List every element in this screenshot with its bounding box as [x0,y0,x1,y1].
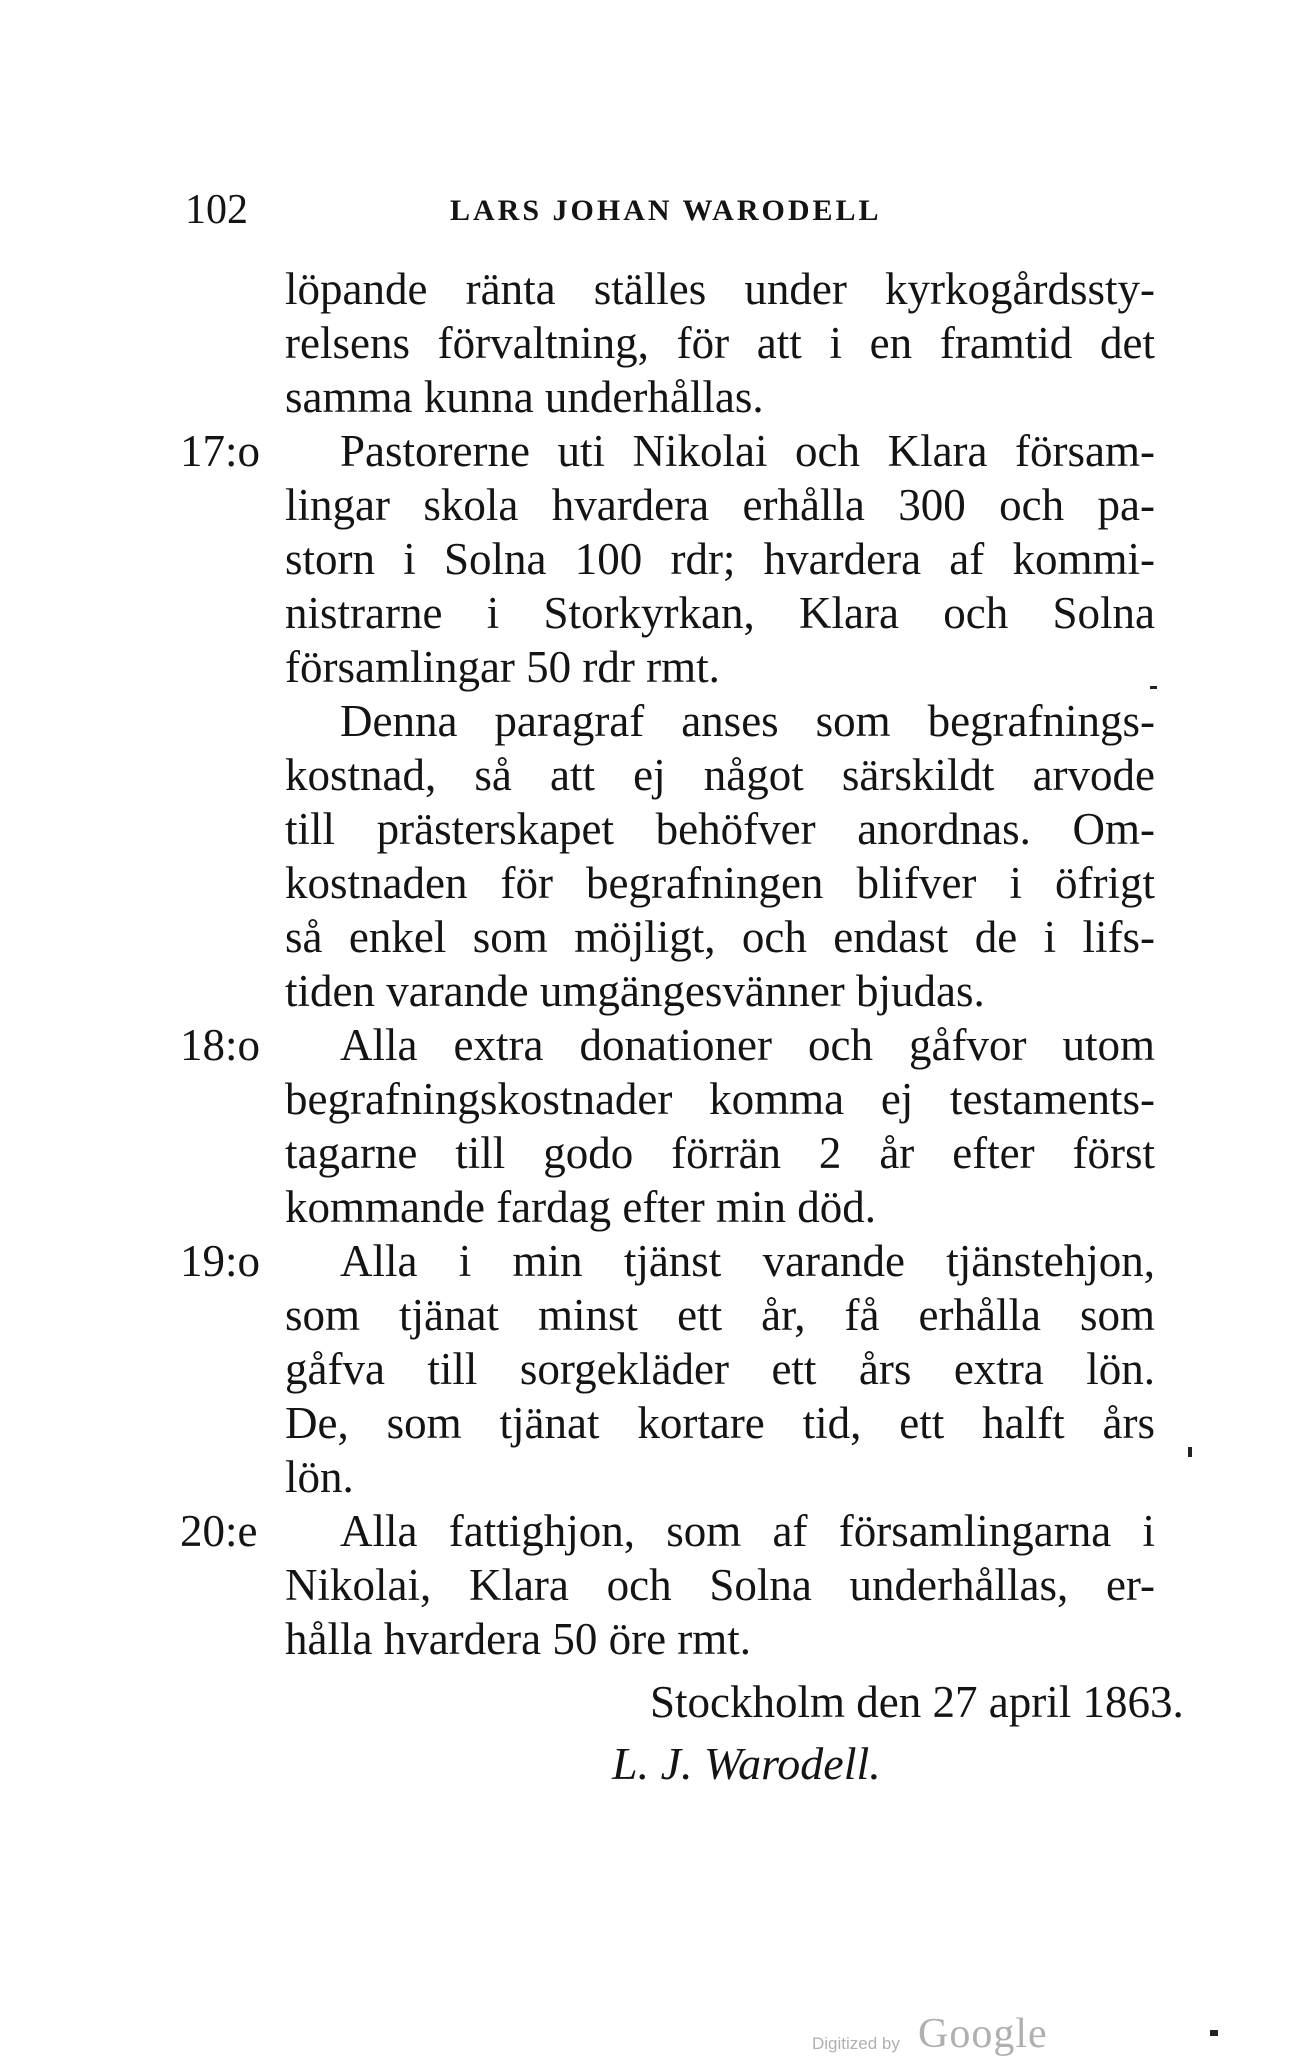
text-line: De, som tjänat kortare tid, ett halft års [285,1398,1155,1448]
text-line: hålla hvardera 50 öre rmt. [285,1614,752,1664]
text-line: kommande fardag efter min död. [285,1182,877,1232]
text-line: församlingar 50 rdr rmt. [285,642,720,692]
text-line: så enkel som möjligt, och endast de i lifs- [285,912,1155,962]
text-line: löpande ränta ställes under kyrkogårdssty- [285,264,1155,314]
paragraph-number: 20:e [180,1506,258,1556]
scan-speck [1150,686,1157,689]
text-line: samma kunna underhållas. [285,372,764,422]
text-line: tiden varande umgängesvänner bjudas. [285,966,985,1016]
text-line: nistrarne i Storkyrkan, Klara och Solna [285,588,1155,638]
text-line: tagarne till godo förrän 2 år efter först [285,1128,1155,1178]
running-title: LARS JOHAN WARODELL [450,194,882,227]
paragraph-number: 17:o [180,426,261,476]
page-number: 102 [185,187,248,233]
text-line: lön. [285,1452,354,1502]
text-line: lingar skola hvardera erhålla 300 och pa- [285,480,1155,530]
signature: L. J. Warodell. [612,1738,881,1789]
text-line: relsens förvaltning, för att i en framtid det [285,318,1155,368]
text-line: Alla i min tjänst varande tjänstehjon, [340,1236,1155,1286]
scan-speck [1210,2030,1218,2036]
text-line: Denna paragraf anses som begrafnings- [340,696,1155,746]
paragraph-number: 18:o [180,1020,261,1070]
scan-speck [1188,1447,1192,1457]
text-line: till prästerskapet behöfver anordnas. Om- [285,804,1155,854]
text-line: kostnaden för begrafningen blifver i öfrigt [285,858,1155,908]
text-line: kostnad, så att ej något särskildt arvode [285,750,1155,800]
text-line: Alla extra donationer och gåfvor utom [340,1020,1155,1070]
text-line: Alla fattighjon, som af församlingarna i [340,1506,1155,1556]
closing-place-date: Stockholm den 27 april 1863. [650,1677,1184,1727]
watermark-prefix: Digitized by [812,2034,900,2053]
text-line: gåfva till sorgekläder ett års extra lön. [285,1344,1155,1394]
paragraph-number: 19:o [180,1236,261,1286]
text-line: begrafningskostnader komma ej testaments- [285,1074,1155,1124]
text-line: Nikolai, Klara och Solna underhållas, er- [285,1560,1155,1610]
google-logo: Google [918,2011,1048,2057]
text-line: Pastorerne uti Nikolai och Klara försam- [340,426,1155,476]
text-line: storn i Solna 100 rdr; hvardera af kommi- [285,534,1155,584]
page-header [0,186,1300,236]
text-line: som tjänat minst ett år, få erhålla som [285,1290,1155,1340]
